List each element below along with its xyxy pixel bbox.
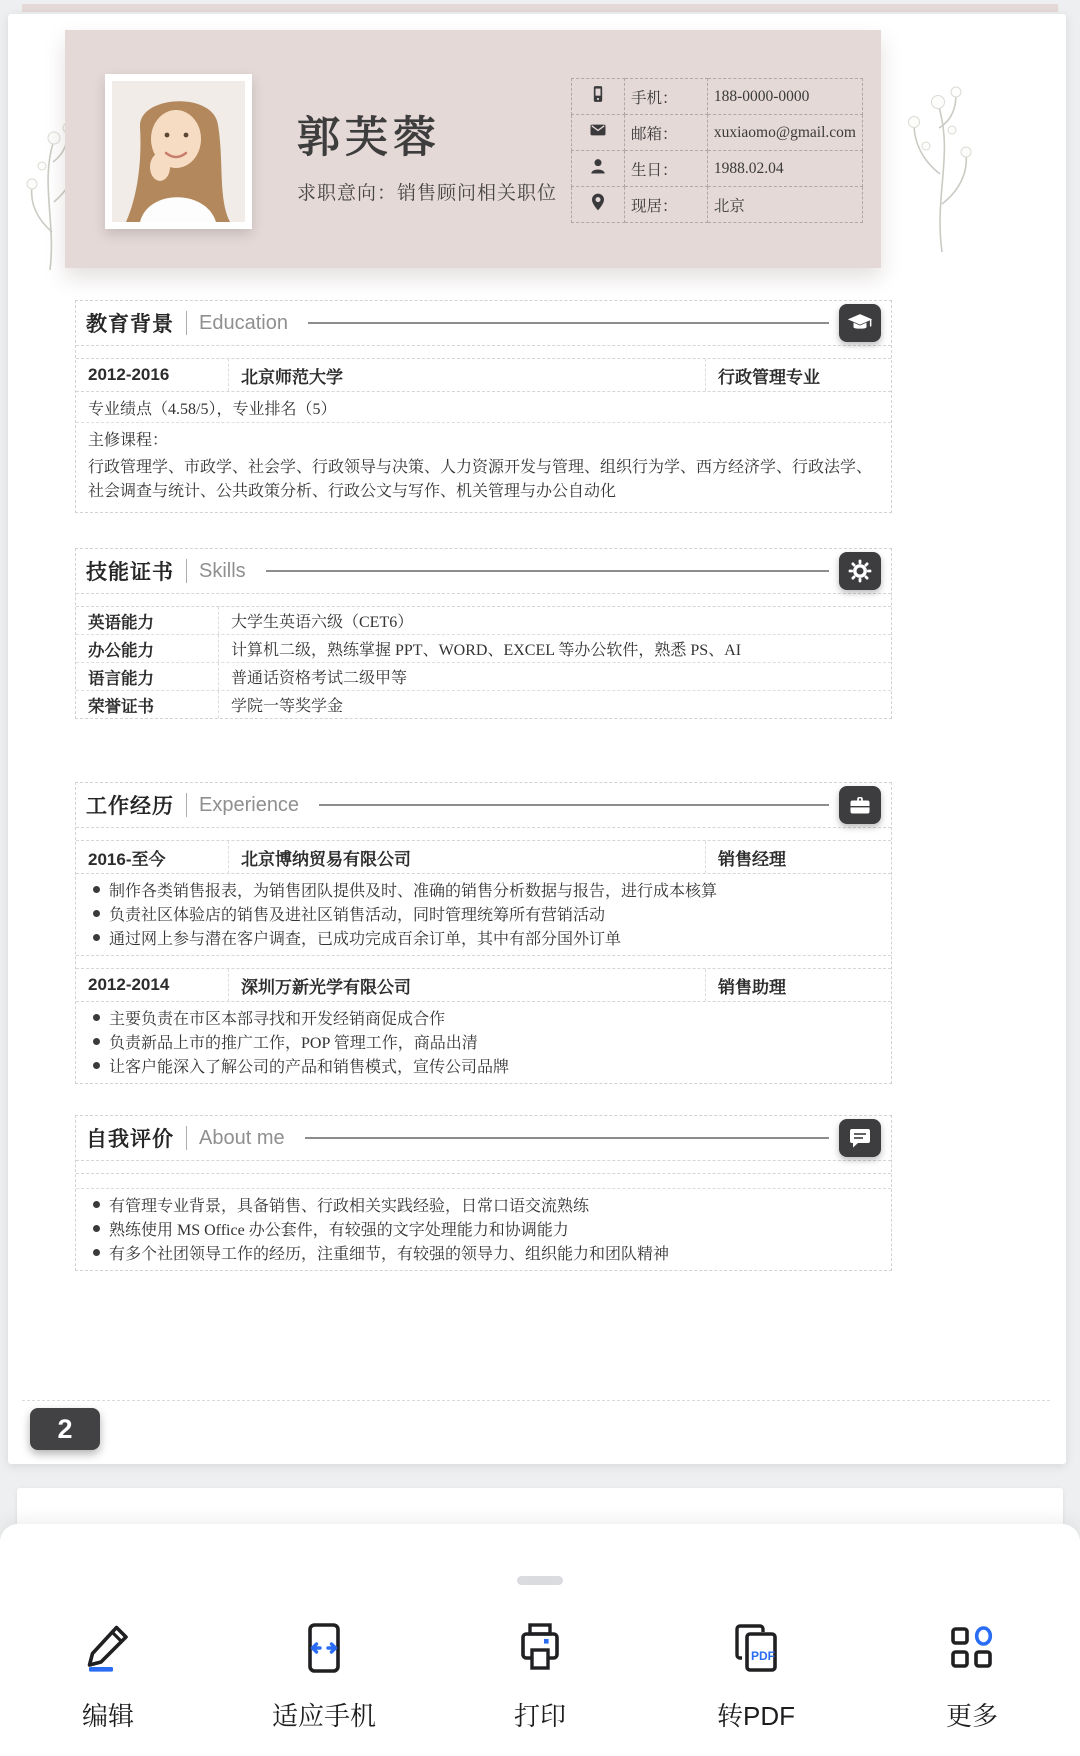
location-icon — [572, 187, 625, 223]
skill-label: 语言能力 — [88, 669, 154, 688]
contact-value: 188-0000-0000 — [707, 79, 862, 115]
bullet-item — [76, 1005, 891, 1029]
job-intention: 求职意向：销售顾问相关职位 — [297, 183, 558, 204]
skills-header — [76, 549, 891, 593]
bullet-dot — [93, 910, 100, 917]
bullet-text: 负责新品上市的推广工作，POP 管理工作，商品出清 — [109, 1034, 478, 1052]
contact-value: xuxiaomo@gmail.com — [707, 115, 862, 151]
job-row — [76, 969, 891, 1002]
row-spacer — [76, 955, 891, 969]
title-divider — [186, 1126, 187, 1150]
header-rule — [266, 570, 829, 572]
row-spacer — [76, 1174, 891, 1189]
bullet-item — [76, 1216, 891, 1240]
tool-label: 转PDF — [716, 1701, 795, 1731]
job-company: 深圳万新光学有限公司 — [228, 969, 705, 1001]
skill-label: 荣誉证书 — [88, 697, 154, 716]
section-title-zh: 教育背景 — [86, 313, 174, 336]
contact-row-location — [572, 187, 863, 223]
drag-handle[interactable] — [517, 1576, 563, 1585]
bullet-dot — [93, 886, 100, 893]
print-button[interactable] — [432, 1620, 648, 1733]
contact-row-birthday — [572, 151, 863, 187]
phone-icon — [572, 79, 625, 115]
resume-header — [65, 30, 881, 268]
flower-decoration-right — [882, 64, 986, 254]
section-title-en: Skills — [199, 559, 246, 582]
section-title-zh: 自我评价 — [86, 1128, 174, 1151]
profile-photo — [105, 74, 252, 229]
more-grid-icon — [944, 1620, 1000, 1676]
header-rule — [319, 804, 829, 806]
job-row — [76, 841, 891, 874]
person-icon — [572, 151, 625, 187]
edu-school: 北京师范大学 — [228, 359, 705, 391]
section-about — [75, 1115, 892, 1271]
contact-row-phone — [572, 79, 863, 115]
skill-label: 英语能力 — [88, 613, 154, 632]
edu-period: 2012-2016 — [88, 365, 170, 384]
contact-label: 邮箱： — [624, 115, 707, 151]
section-title-zh: 技能证书 — [86, 561, 174, 584]
svg-text:PDF: PDF — [751, 1649, 775, 1663]
skill-row — [76, 607, 891, 635]
bullet-item — [76, 1053, 891, 1077]
job-role: 销售经理 — [705, 841, 891, 873]
tool-label: 更多 — [945, 1701, 998, 1731]
previous-page-edge — [22, 4, 1058, 12]
bullet-item — [76, 925, 891, 949]
bullet-item — [76, 1240, 891, 1264]
job-company: 北京博纳贸易有限公司 — [228, 841, 705, 873]
contact-value: 北京 — [707, 187, 862, 223]
section-experience — [75, 782, 892, 1084]
header-rule — [305, 1137, 829, 1139]
row-spacer — [76, 593, 891, 607]
bullet-item — [76, 1192, 891, 1216]
resume-page[interactable] — [8, 14, 1066, 1464]
contact-label: 手机： — [624, 79, 707, 115]
job-role: 销售助理 — [705, 969, 891, 1001]
comment-icon — [839, 1119, 881, 1157]
edu-courses: 行政管理学、市政学、社会学、行政领导与决策、人力资源开发与管理、组织行为学、西方经济学、行政法学、社会调查与统计、公共政策分析、行政公文与写作、机关管理与办公自动化 — [88, 459, 873, 500]
mail-icon — [572, 115, 625, 151]
contact-table — [571, 78, 863, 223]
about-bullets — [76, 1189, 891, 1270]
pdf-convert-icon — [728, 1620, 784, 1676]
bullet-dot — [93, 934, 100, 941]
tool-label: 编辑 — [81, 1701, 134, 1731]
bullet-item — [76, 877, 891, 901]
bullet-text: 通过网上参与潜在客户调查，已成功完成百余订单，其中有部分国外订单 — [109, 930, 622, 948]
skill-label: 办公能力 — [88, 641, 154, 660]
skill-row — [76, 691, 891, 718]
bullet-text: 有管理专业背景，具备销售、行政相关实践经验，日常口语交流熟练 — [109, 1197, 590, 1215]
graduation-cap-icon — [839, 304, 881, 342]
contact-label: 现居： — [624, 187, 707, 223]
contact-label: 生日： — [624, 151, 707, 187]
bullet-dot — [93, 1014, 100, 1021]
bullet-dot — [93, 1249, 100, 1256]
fit-phone-icon — [296, 1620, 352, 1676]
section-title-zh: 工作经历 — [86, 795, 174, 818]
bullet-dot — [93, 1201, 100, 1208]
edit-pencil-icon — [80, 1620, 136, 1676]
printer-icon — [512, 1620, 568, 1676]
candidate-name: 郭芙蓉 — [297, 114, 441, 162]
fit-phone-button[interactable] — [216, 1620, 432, 1733]
tool-label: 适应手机 — [271, 1701, 376, 1731]
title-divider — [186, 559, 187, 583]
skill-value: 学院一等奖学金 — [218, 691, 891, 718]
more-button[interactable] — [864, 1620, 1080, 1733]
contact-value: 1988.02.04 — [707, 151, 862, 187]
education-header — [76, 301, 891, 345]
education-row — [76, 359, 891, 392]
page-number-badge: 2 — [30, 1408, 100, 1450]
gear-icon — [839, 552, 881, 590]
section-education — [75, 300, 892, 513]
bullet-item — [76, 1029, 891, 1053]
bullet-text: 有多个社团领导工作的经历，注重细节，有较强的领导力、组织能力和团队精神 — [109, 1245, 670, 1263]
tool-label: 打印 — [513, 1701, 566, 1731]
skill-row — [76, 635, 891, 663]
experience-header — [76, 783, 891, 827]
section-title-en: About me — [199, 1126, 285, 1149]
row-spacer — [76, 827, 891, 841]
bullet-text: 熟练使用 MS Office 办公套件，有较强的文字处理能力和协调能力 — [109, 1221, 569, 1239]
bullet-text: 主要负责在市区本部寻找和开发经销商促成合作 — [109, 1010, 446, 1028]
toolbar-actions — [0, 1620, 1080, 1733]
briefcase-icon — [839, 786, 881, 824]
skill-row — [76, 663, 891, 691]
job-period: 2012-2014 — [88, 975, 170, 994]
page-bottom-rule — [22, 1400, 1050, 1401]
section-title-en: Education — [199, 311, 288, 334]
title-divider — [186, 311, 187, 335]
title-divider — [186, 793, 187, 817]
bullet-text: 制作各类销售报表，为销售团队提供及时、准确的销售分析数据与报告，进行成本核算 — [109, 882, 718, 900]
edu-gpa: 专业绩点（4.58/5），专业排名（5） — [76, 392, 891, 423]
section-skills — [75, 548, 892, 719]
bullet-dot — [93, 1038, 100, 1045]
bullet-text: 负责社区体验店的销售及进社区销售活动，同时管理统筹所有营销活动 — [109, 906, 606, 924]
skill-value: 计算机二级，熟练掌握 PPT、WORD、EXCEL 等办公软件，熟悉 PS、AI — [218, 635, 891, 662]
contact-row-email — [572, 115, 863, 151]
to-pdf-button[interactable] — [648, 1620, 864, 1733]
job-bullets — [76, 1002, 891, 1083]
bullet-dot — [93, 1062, 100, 1069]
edu-major: 行政管理专业 — [705, 359, 891, 391]
bullet-dot — [93, 1225, 100, 1232]
about-header — [76, 1116, 891, 1160]
skill-value: 大学生英语六级（CET6） — [218, 607, 891, 634]
job-period: 2016-至今 — [88, 849, 166, 869]
header-rule — [308, 322, 829, 324]
section-title-en: Experience — [199, 793, 300, 816]
bullet-text: 让客户能深入了解公司的产品和销售模式，宣传公司品牌 — [109, 1058, 510, 1076]
bullet-item — [76, 901, 891, 925]
skill-value: 普通话资格考试二级甲等 — [218, 663, 891, 690]
row-spacer — [76, 1160, 891, 1174]
edu-courses-label: 主修课程： — [88, 431, 169, 449]
bottom-toolbar — [0, 1524, 1080, 1756]
row-spacer — [76, 345, 891, 359]
edit-button[interactable] — [0, 1620, 216, 1733]
job-bullets — [76, 874, 891, 955]
